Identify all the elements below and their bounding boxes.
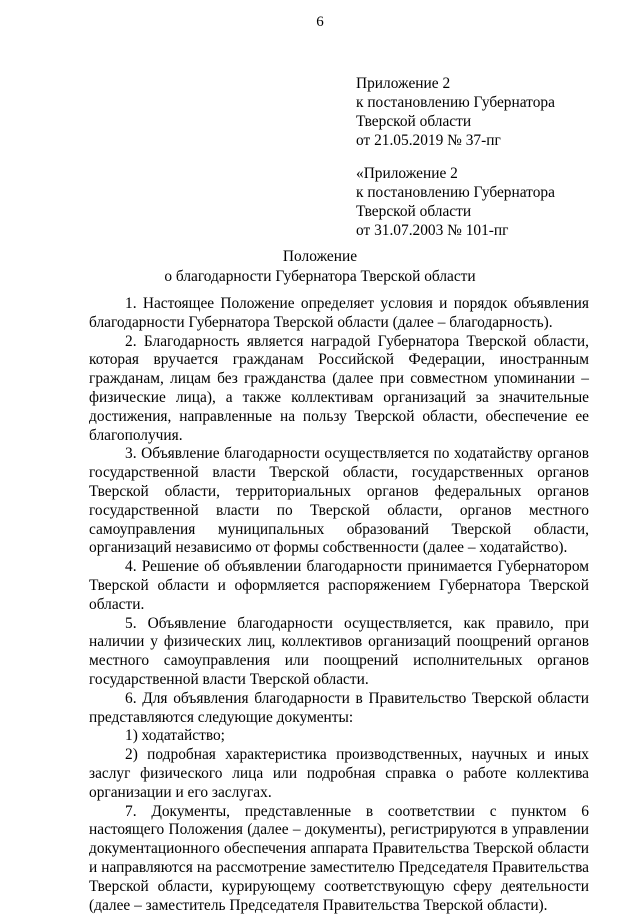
paragraph-4: 4. Решение об объявлении благодарности принимается Губернатором Тверской области и оформляется распоряжением Губернатора Тверской области. <box>89 558 589 613</box>
appendix-line: к постановлению Губернатора <box>356 184 555 201</box>
appendix-line: «Приложение 2 <box>356 165 458 182</box>
document-body <box>89 295 589 915</box>
appendix-header-current <box>356 74 626 150</box>
paragraph-2: 2. Благодарность является наградой Губернатора Тверской области, которая вручается гражданам Российской Федерации, иностранным гражданам, лицам без гражданства (далее при совместном упоминании – физические лица), а также коллективам организаций за значительные достижения, направленные на пользу Тверской области, обеспечение ее благополучия. <box>89 332 589 444</box>
paragraph-7: 7. Документы, представленные в соответствии с пунктом 6 настоящего Положения (далее – документы), регистрируются в управлении документационного обеспечения аппарата Правительства Тверской области и направляются на рассмотрение заместителю Председателя Правительства Тверской области, курирующему соответствующую сферу деятельности (далее – заместитель Председателя Правительства Тверской области). <box>89 802 589 914</box>
paragraph-3: 3. Объявление благодарности осуществляется по ходатайству органов государственной власти Тверской области, государственных органов Тверской области, территориальных органов федеральных органов государственной власти по Тверской области, органов местного самоуправления муниципальных образований Тверской области, организаций независимо от формы собственности (далее – ходатайство). <box>89 445 589 557</box>
paragraph-5: 5. Объявление благодарности осуществляется, как правило, при наличии у физических лиц, коллективов организаций поощрений органов местного самоуправления или поощрений исполнительных органов государственной власти Тверской области. <box>89 614 589 688</box>
appendix-line: от 21.05.2019 № 37-пг <box>356 132 501 149</box>
page-number: 6 <box>316 14 324 30</box>
paragraph-6-item-2: 2) подробная характеристика производственных, научных и иных заслуг физического лица или подробная справка о работе коллектива организации и его заслугах. <box>89 746 589 801</box>
appendix-line: Тверской области <box>356 113 472 130</box>
title-line-1: Положение <box>282 248 358 265</box>
paragraph-1: 1. Настоящее Положение определяет условия и порядок объявления благодарности Губернатора Тверской области (далее – благодарность). <box>89 295 589 331</box>
paragraph-6: 6. Для объявления благодарности в Правительство Тверской области представляются следующие документы: <box>89 689 589 726</box>
appendix-line: к постановлению Губернатора <box>356 94 555 111</box>
document-title <box>0 247 640 287</box>
appendix-header-original <box>356 164 626 240</box>
paragraph-6-item-1: 1) ходатайство; <box>125 727 225 745</box>
appendix-line: Приложение 2 <box>356 75 451 92</box>
appendix-line: от 31.07.2003 № 101-пг <box>356 222 509 239</box>
title-line-2: о благодарности Губернатора Тверской области <box>164 268 476 285</box>
appendix-line: Тверской области <box>356 203 472 220</box>
